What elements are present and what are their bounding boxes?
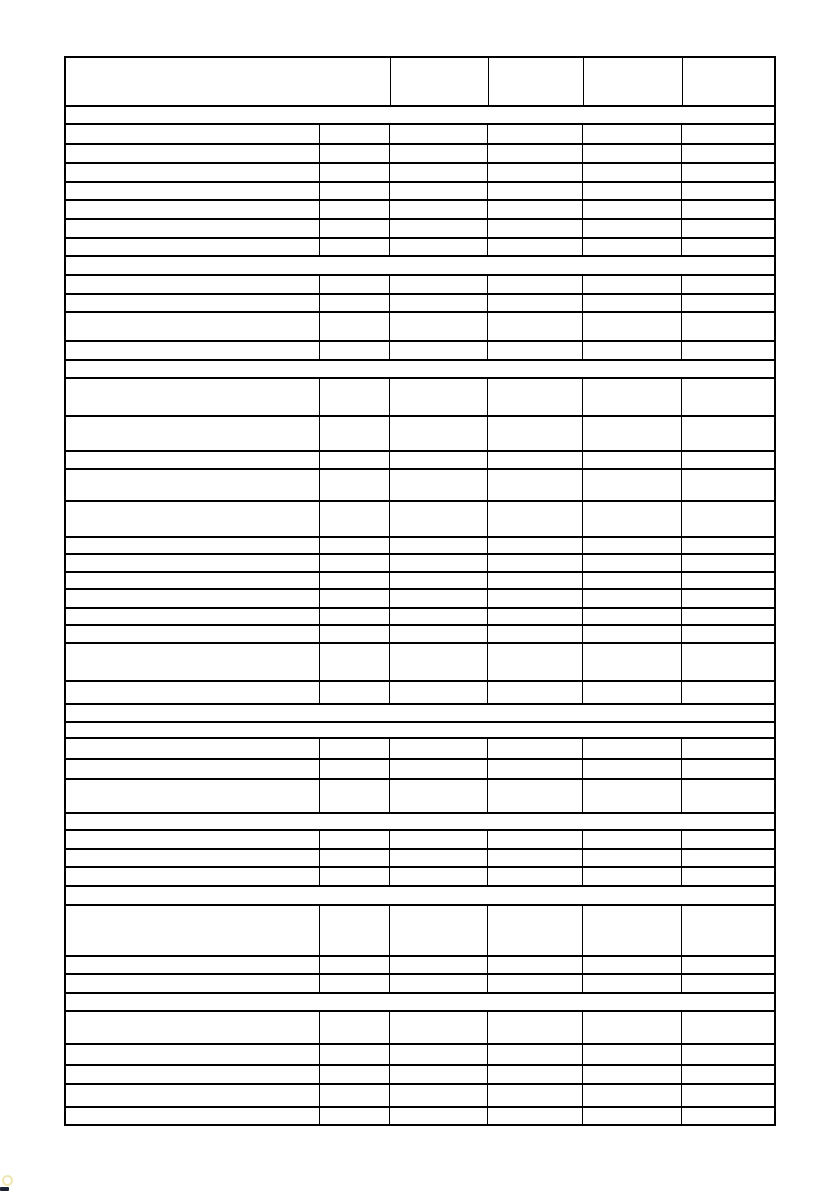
table-cell (389, 239, 487, 255)
table-cell (66, 1066, 319, 1083)
table-row (66, 906, 774, 957)
table-cell (487, 470, 582, 500)
table-cell (66, 850, 319, 866)
table-cell (389, 295, 487, 311)
table-cell (681, 682, 774, 703)
table-cell (487, 276, 582, 293)
header-cell (488, 58, 583, 105)
table-cell (389, 276, 487, 293)
table-cell (582, 573, 681, 588)
table-cell (681, 831, 774, 848)
table-row (66, 183, 774, 201)
table-cell (389, 957, 487, 973)
table-cell (582, 220, 681, 237)
table-cell (389, 313, 487, 340)
table-row (66, 626, 774, 644)
table-row (66, 682, 774, 705)
table-cell (319, 276, 389, 293)
table-cell (582, 626, 681, 642)
table-row (66, 313, 774, 342)
table-cell (582, 379, 681, 415)
table-row (66, 868, 774, 887)
table-cell (389, 626, 487, 642)
table-cell (582, 125, 681, 143)
table-cell (582, 850, 681, 866)
table-cell (582, 452, 681, 468)
table-cell (66, 502, 319, 536)
table-row (66, 609, 774, 626)
table-row (66, 502, 774, 538)
section-band-row (66, 994, 774, 1012)
table-cell (319, 975, 389, 992)
table-cell (389, 538, 487, 553)
table-cell (389, 201, 487, 218)
table-row (66, 1085, 774, 1108)
table-cell (582, 831, 681, 848)
table-row (66, 538, 774, 555)
table-cell (681, 164, 774, 181)
table-cell (681, 379, 774, 415)
table-cell (319, 1012, 389, 1043)
spec-table (64, 56, 776, 1126)
table-cell (487, 906, 582, 955)
table-cell (66, 239, 319, 255)
section-band-row (66, 257, 774, 276)
table-cell (681, 313, 774, 340)
table-cell (319, 164, 389, 181)
table-cell (582, 868, 681, 885)
table-cell (319, 590, 389, 607)
table-cell (319, 183, 389, 199)
header-cell (390, 58, 488, 105)
table-cell (66, 644, 319, 680)
table-cell (66, 831, 319, 848)
table-cell (319, 220, 389, 237)
table-cell (487, 145, 582, 162)
table-cell (487, 417, 582, 450)
table-cell (487, 183, 582, 199)
table-cell (389, 868, 487, 885)
table-cell (66, 201, 319, 218)
table-cell (389, 183, 487, 199)
table-row (66, 1045, 774, 1066)
table-cell (582, 1012, 681, 1043)
table-cell (487, 780, 582, 812)
table-cell (66, 342, 319, 359)
section-band-row (66, 723, 774, 739)
table-cell (389, 906, 487, 955)
table-cell (389, 125, 487, 143)
table-cell (487, 220, 582, 237)
table-cell (389, 342, 487, 359)
section-band-cell (66, 814, 774, 829)
table-cell (389, 644, 487, 680)
table-cell (681, 125, 774, 143)
table-cell (582, 590, 681, 607)
table-row (66, 590, 774, 609)
table-cell (582, 1108, 681, 1124)
table-cell (487, 626, 582, 642)
table-cell (487, 609, 582, 624)
table-cell (582, 538, 681, 553)
table-cell (66, 868, 319, 885)
table-cell (389, 831, 487, 848)
table-row (66, 379, 774, 417)
section-band-cell (66, 257, 774, 274)
table-cell (582, 957, 681, 973)
table-cell (681, 417, 774, 450)
section-band-cell (66, 994, 774, 1010)
table-cell (319, 626, 389, 642)
section-band-cell (66, 107, 774, 123)
table-cell (66, 555, 319, 571)
table-row (66, 739, 774, 760)
table-cell (319, 313, 389, 340)
table-cell (319, 538, 389, 553)
table-cell (319, 760, 389, 778)
table-cell (66, 313, 319, 340)
table-cell (66, 906, 319, 955)
table-cell (66, 452, 319, 468)
table-cell (319, 145, 389, 162)
table-cell (389, 760, 487, 778)
header-cell (583, 58, 682, 105)
table-cell (487, 739, 582, 758)
table-cell (66, 760, 319, 778)
table-cell (487, 538, 582, 553)
table-cell (487, 831, 582, 848)
table-cell (582, 183, 681, 199)
table-cell (389, 379, 487, 415)
table-cell (389, 1012, 487, 1043)
table-cell (582, 313, 681, 340)
table-row (66, 850, 774, 868)
table-cell (319, 573, 389, 588)
table-cell (681, 276, 774, 293)
table-row (66, 295, 774, 313)
table-row (66, 470, 774, 502)
table-cell (582, 145, 681, 162)
table-cell (681, 183, 774, 199)
table-cell (681, 342, 774, 359)
table-cell (319, 239, 389, 255)
table-cell (582, 502, 681, 536)
table-row (66, 957, 774, 975)
table-cell (582, 644, 681, 680)
section-band-cell (66, 705, 774, 721)
table-cell (487, 590, 582, 607)
table-cell (582, 164, 681, 181)
table-cell (487, 313, 582, 340)
table-cell (66, 975, 319, 992)
table-row (66, 164, 774, 183)
table-cell (681, 1045, 774, 1064)
table-cell (681, 1066, 774, 1083)
table-cell (66, 164, 319, 181)
table-cell (582, 609, 681, 624)
table-cell (582, 975, 681, 992)
table-cell (319, 379, 389, 415)
table-cell (319, 682, 389, 703)
table-cell (487, 342, 582, 359)
table-cell (389, 145, 487, 162)
table-row (66, 831, 774, 850)
table-cell (319, 850, 389, 866)
table-cell (582, 276, 681, 293)
table-row (66, 760, 774, 780)
table-cell (66, 590, 319, 607)
table-cell (681, 975, 774, 992)
table-cell (319, 1066, 389, 1083)
table-row (66, 644, 774, 682)
scan-artifact-dark (0, 1187, 9, 1191)
table-cell (389, 739, 487, 758)
table-cell (389, 1108, 487, 1124)
table-cell (66, 573, 319, 588)
table-cell (681, 780, 774, 812)
table-cell (66, 626, 319, 642)
table-cell (487, 379, 582, 415)
table-cell (319, 452, 389, 468)
header-cell (66, 58, 390, 105)
table-cell (487, 1045, 582, 1064)
table-row (66, 780, 774, 814)
table-cell (681, 239, 774, 255)
table-cell (319, 780, 389, 812)
table-cell (66, 379, 319, 415)
table-cell (582, 555, 681, 571)
table-cell (389, 1045, 487, 1064)
table-cell (66, 538, 319, 553)
table-cell (582, 239, 681, 255)
table-cell (319, 1045, 389, 1064)
table-cell (681, 850, 774, 866)
table-cell (681, 590, 774, 607)
table-cell (582, 780, 681, 812)
table-cell (487, 201, 582, 218)
table-cell (487, 295, 582, 311)
section-band-cell (66, 887, 774, 904)
table-cell (681, 644, 774, 680)
table-cell (66, 682, 319, 703)
table-cell (487, 452, 582, 468)
table-cell (487, 1066, 582, 1083)
table-row (66, 975, 774, 994)
table-cell (319, 906, 389, 955)
table-cell (319, 957, 389, 973)
table-cell (487, 125, 582, 143)
scan-artifact-yellow (2, 1175, 13, 1186)
table-cell (681, 452, 774, 468)
table-cell (389, 417, 487, 450)
table-cell (389, 1066, 487, 1083)
table-cell (582, 295, 681, 311)
header-row (66, 58, 774, 107)
table-cell (681, 1108, 774, 1124)
table-row (66, 276, 774, 295)
table-cell (319, 342, 389, 359)
table-cell (319, 295, 389, 311)
table-cell (66, 739, 319, 758)
table-cell (389, 555, 487, 571)
table-cell (487, 850, 582, 866)
table-cell (681, 739, 774, 758)
table-cell (389, 220, 487, 237)
table-cell (582, 201, 681, 218)
table-cell (582, 739, 681, 758)
table-row (66, 417, 774, 452)
table-cell (319, 1085, 389, 1106)
table-cell (389, 682, 487, 703)
table-row (66, 239, 774, 257)
table-cell (487, 1012, 582, 1043)
table-cell (582, 1045, 681, 1064)
table-cell (681, 573, 774, 588)
table-cell (681, 906, 774, 955)
table-cell (319, 201, 389, 218)
table-cell (487, 164, 582, 181)
section-band-row (66, 887, 774, 906)
table-cell (582, 1085, 681, 1106)
table-cell (681, 295, 774, 311)
table-cell (389, 609, 487, 624)
table-cell (389, 780, 487, 812)
table-cell (681, 220, 774, 237)
table-cell (66, 183, 319, 199)
table-cell (319, 609, 389, 624)
table-cell (582, 760, 681, 778)
table-cell (681, 1085, 774, 1106)
table-cell (389, 470, 487, 500)
table-cell (66, 125, 319, 143)
table-cell (66, 417, 319, 450)
table-cell (487, 555, 582, 571)
table-cell (389, 975, 487, 992)
table-cell (319, 644, 389, 680)
table-cell (66, 145, 319, 162)
table-cell (681, 957, 774, 973)
table-cell (66, 1108, 319, 1124)
table-cell (319, 1108, 389, 1124)
table-cell (66, 295, 319, 311)
table-cell (66, 220, 319, 237)
table-cell (66, 1085, 319, 1106)
table-cell (487, 868, 582, 885)
table-cell (582, 906, 681, 955)
header-cell (682, 58, 774, 105)
table-cell (319, 739, 389, 758)
table-cell (319, 831, 389, 848)
table-cell (389, 573, 487, 588)
table-cell (582, 470, 681, 500)
section-band-row (66, 361, 774, 379)
table-row (66, 573, 774, 590)
table-cell (681, 760, 774, 778)
table-cell (487, 239, 582, 255)
table-cell (487, 644, 582, 680)
table-cell (582, 682, 681, 703)
table-cell (487, 1108, 582, 1124)
table-cell (319, 470, 389, 500)
table-cell (319, 502, 389, 536)
table-cell (389, 590, 487, 607)
table-cell (389, 850, 487, 866)
table-row (66, 1012, 774, 1045)
table-cell (582, 342, 681, 359)
table-cell (66, 609, 319, 624)
table-cell (389, 1085, 487, 1106)
table-row (66, 342, 774, 361)
table-cell (681, 868, 774, 885)
section-band-cell (66, 723, 774, 737)
table-cell (319, 125, 389, 143)
table-cell (319, 417, 389, 450)
table-cell (487, 957, 582, 973)
table-row (66, 1066, 774, 1085)
table-cell (681, 502, 774, 536)
table-cell (681, 555, 774, 571)
table-cell (487, 760, 582, 778)
table-cell (66, 276, 319, 293)
table-cell (66, 470, 319, 500)
table-cell (389, 164, 487, 181)
table-cell (681, 201, 774, 218)
table-row (66, 452, 774, 470)
table-cell (681, 538, 774, 553)
table-row (66, 201, 774, 220)
table-cell (487, 502, 582, 536)
section-band-cell (66, 361, 774, 377)
table-cell (582, 1066, 681, 1083)
table-cell (389, 502, 487, 536)
table-row (66, 1108, 774, 1124)
table-cell (319, 555, 389, 571)
table-cell (389, 452, 487, 468)
table-cell (681, 609, 774, 624)
section-band-row (66, 814, 774, 831)
table-cell (66, 1012, 319, 1043)
table-cell (487, 975, 582, 992)
table-cell (66, 1045, 319, 1064)
table-row (66, 555, 774, 573)
table-cell (319, 868, 389, 885)
table-row (66, 125, 774, 145)
table-cell (487, 682, 582, 703)
table-row (66, 145, 774, 164)
table-cell (487, 573, 582, 588)
table-cell (681, 626, 774, 642)
table-row (66, 220, 774, 239)
table-cell (487, 1085, 582, 1106)
table-cell (66, 780, 319, 812)
table-cell (681, 1012, 774, 1043)
section-band-row (66, 705, 774, 723)
table-cell (681, 145, 774, 162)
section-band-row (66, 107, 774, 125)
table-cell (681, 470, 774, 500)
table-cell (66, 957, 319, 973)
table-cell (582, 417, 681, 450)
